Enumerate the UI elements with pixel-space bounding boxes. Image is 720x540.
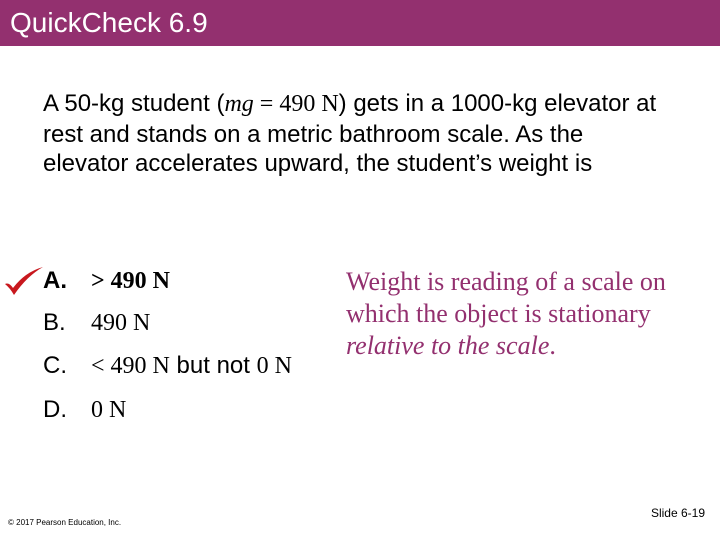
copyright-footer: © 2017 Pearson Education, Inc. [8,518,122,527]
question-mg: mg [224,91,254,117]
title-bar [0,0,720,46]
choice-c-letter: C. [43,352,67,379]
choice-a-value: > 490 N [91,268,171,294]
slide-number: Slide 6-19 [650,506,705,520]
question-part1: A 50-kg student ( [43,90,225,117]
check-mark-icon [3,266,45,296]
explanation-end: . [549,331,556,360]
choice-c-value2: 0 N [256,353,292,379]
question-part2: ) gets in a 1000-kg elevator at rest and stands on a metric bathroom scale. As the elevator accelerates upward, the student’s weight is [43,90,657,177]
explanation-text [346,266,666,362]
choice-a-letter: A. [43,267,67,294]
choice-c-value: < 490 N [91,353,170,379]
choice-d-letter: D. [43,396,67,423]
choice-b[interactable] [43,308,150,338]
explanation-line1: Weight is reading of a scale on which the object is stationary [346,267,666,328]
choice-a[interactable] [43,266,170,296]
question-text [43,89,663,179]
choice-d-value: 0 N [91,397,127,423]
explanation-italic: relative to the scale [346,331,550,360]
choice-c[interactable] [43,351,292,381]
choice-b-letter: B. [43,309,66,336]
choice-b-value: 490 N [91,310,151,336]
question-equals: = 490 N [253,91,339,117]
slide-title: QuickCheck 6.9 [10,7,208,38]
choice-c-suffix: but not [169,352,257,379]
choice-d[interactable] [43,395,126,425]
